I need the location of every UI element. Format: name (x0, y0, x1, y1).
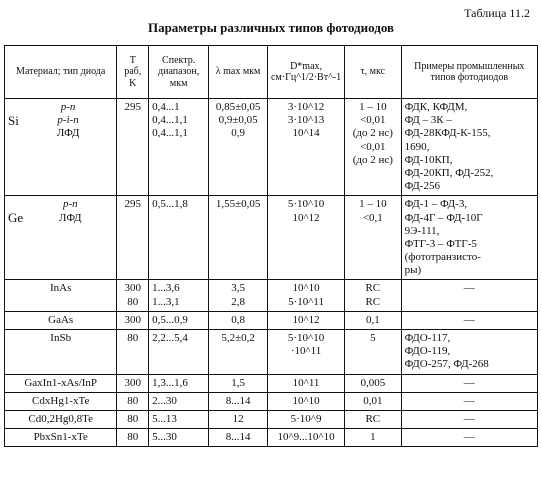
examples-value: ФДО-257, ФД-268 (404, 358, 489, 371)
tau-value: <0,01 (360, 114, 386, 127)
spectrum-value: 0,4...1,1 (152, 114, 188, 127)
diode-type: p-n (60, 101, 76, 113)
header-examples: Примеры промышленных типов фотодиодов (401, 46, 537, 99)
examples-value: ФДО-119, (404, 345, 451, 358)
tau-value: RC (365, 282, 381, 295)
detectivity-cell (268, 311, 345, 329)
spectrum-cell (149, 374, 209, 392)
table-number: Таблица 11.2 (464, 6, 530, 20)
spectrum-value: 2,2...5,4 (152, 332, 188, 344)
examples-value: ФД-1 – ФД-3, (404, 198, 468, 211)
spectrum-cell (149, 311, 209, 329)
material-name: PbxSn1-xTe (33, 431, 88, 444)
examples-value: — (463, 282, 475, 295)
tau-value: (до 2 нс) (352, 127, 393, 140)
diode-type: p-i-n (57, 114, 79, 127)
material-cell (5, 410, 117, 428)
lambda-value: 0,9±0,05 (218, 114, 258, 127)
table-row (5, 99, 538, 196)
examples-value: ФДО-117, (404, 332, 451, 344)
detectivity-cell (268, 410, 345, 428)
examples-value: — (463, 431, 475, 444)
temp-value: 300 (124, 282, 141, 295)
spectrum-cell (149, 429, 209, 447)
table-row (5, 311, 538, 329)
temp-value: 295 (124, 101, 141, 113)
examples-value: (фототранзисто- (404, 251, 481, 264)
examples-value: ФД – 3К – (404, 114, 452, 127)
material-name: Si (8, 113, 19, 128)
temp-value: 295 (124, 198, 141, 211)
tau-value: 5 (370, 332, 376, 344)
table-row (5, 280, 538, 311)
temp-value: 80 (127, 295, 139, 308)
detectivity-cell (268, 196, 345, 280)
photodiode-table (4, 45, 538, 447)
examples-value: ФД-4Г – ФД-10Г (404, 211, 483, 224)
tau-value: <0,1 (362, 211, 383, 224)
material-cell (5, 196, 117, 280)
detectivity-value: 10^9...10^10 (277, 431, 335, 444)
lambda-value: 0,8 (231, 313, 245, 326)
examples-cell (401, 410, 537, 428)
lambda-value: 3,5 (231, 282, 245, 295)
tau-value: 0,005 (360, 376, 386, 389)
examples-cell (401, 374, 537, 392)
spectrum-value: 0,5...0,9 (152, 313, 188, 326)
lambda-cell (209, 99, 268, 196)
detectivity-cell (268, 330, 345, 375)
material-cell (5, 311, 117, 329)
spectrum-value: 1,3...1,6 (152, 376, 188, 389)
tau-cell (345, 429, 401, 447)
detectivity-value: 5·10^10 (287, 332, 325, 344)
examples-cell (401, 280, 537, 311)
material-name: InAs (49, 282, 72, 295)
examples-cell (401, 196, 537, 280)
table-row (5, 330, 538, 375)
detectivity-value: 3·10^12 (287, 101, 325, 113)
tau-cell (345, 374, 401, 392)
detectivity-value: 3·10^13 (287, 114, 325, 127)
tau-value: 1 – 10 (359, 198, 387, 211)
lambda-cell (209, 374, 268, 392)
examples-value: 1690, (404, 140, 430, 153)
spectrum-value: 0,4...1 (152, 101, 180, 113)
spectrum-cell (149, 330, 209, 375)
examples-cell (401, 311, 537, 329)
material-name: GaxIn1-xAs/InP (24, 376, 98, 389)
examples-cell (401, 330, 537, 375)
lambda-value: 8...14 (225, 431, 251, 444)
lambda-cell (209, 410, 268, 428)
detectivity-cell (268, 392, 345, 410)
detectivity-value: 10^11 (292, 376, 320, 389)
spectrum-value: 5...13 (152, 412, 177, 425)
detectivity-value: 10^10 (292, 394, 320, 407)
tau-value: RC (365, 412, 381, 425)
tau-value: 0,01 (363, 394, 383, 407)
lambda-value: 0,85±0,05 (215, 101, 261, 113)
table-row (5, 429, 538, 447)
lambda-cell (209, 311, 268, 329)
table-row (5, 374, 538, 392)
header-row (5, 46, 538, 99)
examples-value: ФДК, КФДМ, (404, 101, 468, 113)
examples-value: ФД-20КП, ФД-252, (404, 166, 494, 179)
spectrum-value: 1...3,6 (152, 282, 180, 295)
lambda-value: 5,2±0,2 (221, 332, 255, 344)
examples-value: ры) (404, 264, 422, 277)
detectivity-cell (268, 280, 345, 311)
header-lambda: λ max мкм (209, 46, 268, 99)
material-name: CdxHg1-xTe (32, 394, 90, 407)
temp-cell (117, 99, 149, 196)
spectrum-cell (149, 99, 209, 196)
detectivity-cell (268, 374, 345, 392)
tau-cell (345, 280, 401, 311)
table-body (5, 99, 538, 447)
tau-value: 1 (370, 431, 376, 444)
detectivity-value: 10^12 (292, 313, 320, 326)
detectivity-value: 10^14 (292, 127, 320, 140)
material-cell (5, 392, 117, 410)
spectrum-value: 1...3,1 (152, 295, 180, 308)
detectivity-cell (268, 99, 345, 196)
examples-value: — (463, 412, 475, 425)
temp-cell (117, 280, 149, 311)
examples-value: — (463, 376, 475, 389)
examples-value: 9Э-111, (404, 224, 440, 237)
table-title: Параметры различных типов фотодиодов (147, 20, 395, 35)
examples-value: ФТГ-3 – ФТГ-5 (404, 237, 477, 250)
lambda-value: 2,8 (231, 295, 245, 308)
temp-value: 80 (127, 431, 139, 444)
examples-cell (401, 99, 537, 196)
tau-cell (345, 330, 401, 375)
lambda-cell (209, 429, 268, 447)
spectrum-value: 0,4...1,1 (152, 127, 188, 140)
spectrum-cell (149, 280, 209, 311)
detectivity-value: 5·10^10 (287, 198, 325, 211)
detectivity-value: 10^10 (292, 282, 320, 295)
temp-cell (117, 374, 149, 392)
header-tau: τ, мкс (345, 46, 401, 99)
temp-cell (117, 330, 149, 375)
header-temp: T раб, K (117, 46, 149, 99)
material-cell (5, 429, 117, 447)
tau-value: 0,1 (365, 313, 380, 326)
lambda-cell (209, 392, 268, 410)
table-row (5, 196, 538, 280)
examples-cell (401, 429, 537, 447)
diode-type: ЛФД (56, 127, 80, 140)
examples-value: ФД-28КФД-К-155, (404, 127, 491, 140)
material-cell (5, 330, 117, 375)
tau-value: <0,01 (360, 140, 386, 153)
examples-value: ФД-256 (404, 180, 440, 193)
temp-cell (117, 429, 149, 447)
diode-type: p-n (62, 198, 78, 211)
header-material: Материал; тип диода (5, 46, 117, 99)
material-name: GaAs (48, 313, 74, 326)
tau-cell (345, 196, 401, 280)
temp-value: 80 (127, 394, 139, 407)
header-detectivity: D*max, см·Гц^1/2·Вт^-1 (268, 46, 345, 99)
temp-cell (117, 410, 149, 428)
detectivity-cell (268, 429, 345, 447)
spectrum-cell (149, 196, 209, 280)
lambda-value: 1,55±0,05 (215, 198, 261, 211)
spectrum-cell (149, 392, 209, 410)
tau-value: 1 – 10 (359, 101, 387, 113)
examples-value: ФД-10КП, (404, 153, 453, 166)
material-cell (5, 374, 117, 392)
examples-cell (401, 392, 537, 410)
detectivity-value: 10^12 (292, 211, 320, 224)
detectivity-value: 5·10^9 (290, 412, 322, 425)
lambda-value: 0,9 (231, 127, 245, 140)
material-name: InSb (50, 332, 72, 344)
temp-cell (117, 196, 149, 280)
header-spectrum: Спектр. диапазон, мкм (149, 46, 209, 99)
spectrum-value: 5...30 (152, 431, 177, 444)
examples-value: — (463, 313, 475, 326)
lambda-cell (209, 280, 268, 311)
spectrum-value: 0,5...1,8 (152, 198, 188, 211)
temp-cell (117, 392, 149, 410)
lambda-value: 1,5 (231, 376, 245, 389)
material-name: Ge (8, 210, 24, 226)
spectrum-value: 2...30 (152, 394, 177, 407)
temp-value: 300 (124, 313, 141, 326)
temp-cell (117, 311, 149, 329)
material-cell (5, 99, 117, 196)
lambda-cell (209, 196, 268, 280)
tau-cell (345, 99, 401, 196)
temp-value: 300 (124, 376, 141, 389)
tau-value: RC (365, 295, 381, 308)
material-name: Cd0,2Hg0,8Te (28, 412, 93, 425)
spectrum-cell (149, 410, 209, 428)
lambda-cell (209, 330, 268, 375)
material-cell (5, 280, 117, 311)
tau-cell (345, 410, 401, 428)
detectivity-value: ·10^11 (290, 345, 322, 358)
tau-cell (345, 392, 401, 410)
diode-type: ЛФД (59, 211, 82, 224)
table-row (5, 392, 538, 410)
examples-value: — (463, 394, 475, 407)
detectivity-value: 5·10^11 (288, 295, 324, 308)
tau-cell (345, 311, 401, 329)
temp-value: 80 (127, 332, 139, 344)
temp-value: 80 (127, 412, 139, 425)
table-row (5, 410, 538, 428)
lambda-value: 12 (232, 412, 244, 425)
tau-value: (до 2 нс) (352, 153, 393, 166)
lambda-value: 8...14 (225, 394, 251, 407)
